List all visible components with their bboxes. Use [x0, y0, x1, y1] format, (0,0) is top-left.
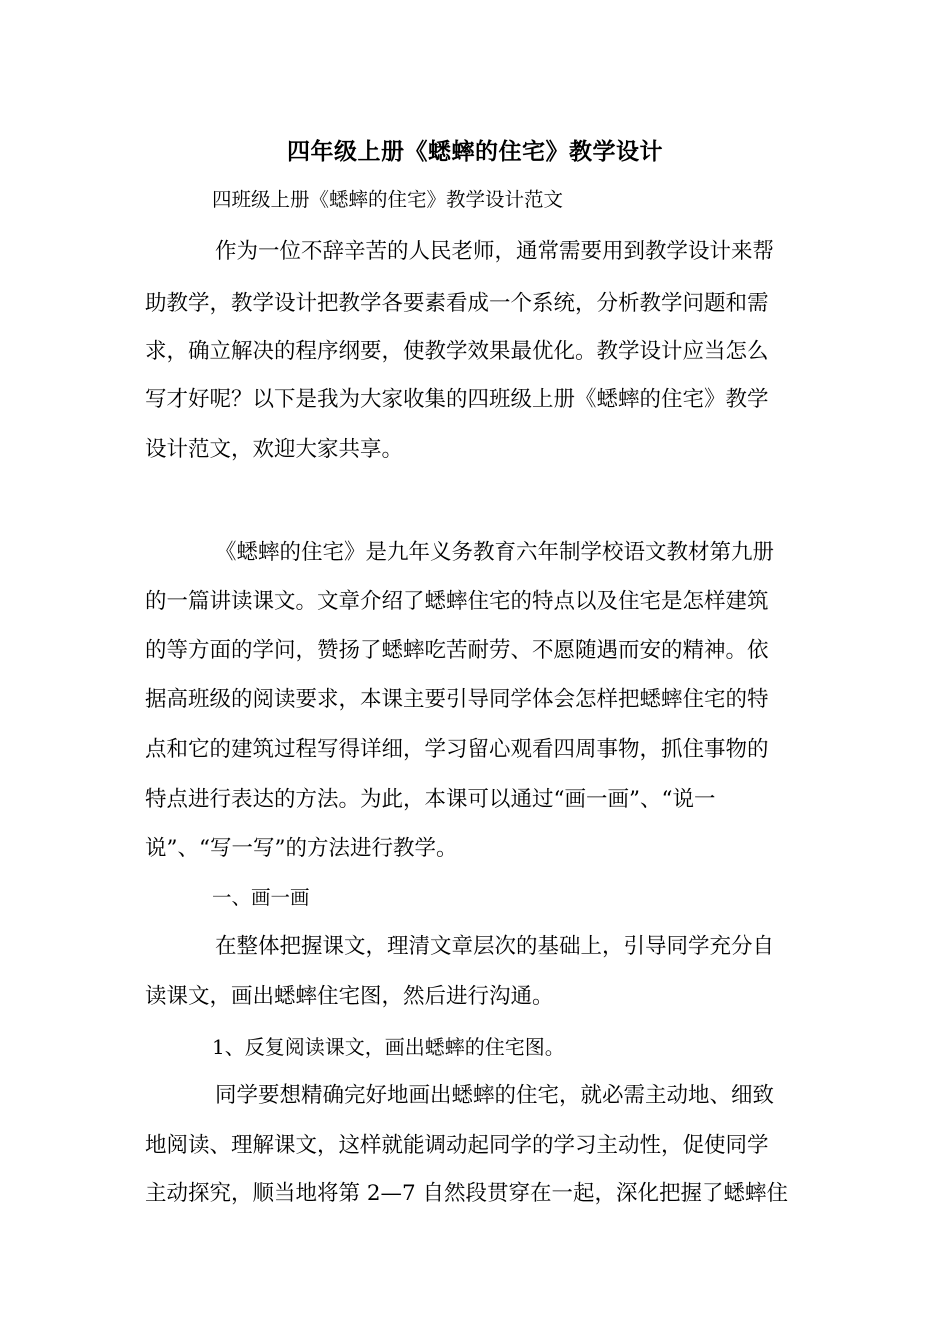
document-subtitle: 四班级上册《蟋蟀的住宅》教学设计范文: [212, 188, 564, 211]
paragraph-line: 读课文，画出蟋蟀住宅图，然后进行沟通。: [145, 984, 554, 1009]
paragraph-line: 作为一位不辞辛苦的人民老师，通常需要用到教学设计来帮: [215, 239, 775, 264]
paragraph-line: 特点进行表达的方法。为此，本课可以通过“画一画”、“说一: [145, 787, 716, 812]
paragraph-line: 的等方面的学问，赞扬了蟋蟀吃苦耐劳、不愿随遇而安的精神。依: [145, 638, 769, 663]
numbered-item: 1、反复阅读课文，画出蟋蟀的住宅图。: [212, 1035, 565, 1059]
paragraph-line: 主动探究，顺当地将第 2—7 自然段贯穿在一起，深化把握了蟋蟀住: [145, 1181, 789, 1206]
paragraph-line: 说”、“写一写”的方法进行教学。: [145, 836, 458, 861]
paragraph-line: 写才好呢？以下是我为大家收集的四班级上册《蟋蟀的住宅》教学: [145, 387, 769, 412]
section-heading: 一、画一画: [212, 886, 310, 909]
paragraph-line: 地阅读、理解课文，这样就能调动起同学的学习主动性，促使同学: [145, 1133, 769, 1158]
paragraph-line: 助教学，教学设计把教学各要素看成一个系统，分析教学问题和需: [145, 291, 769, 316]
paragraph-line: 《蟋蟀的住宅》是九年义务教育六年制学校语文教材第九册: [215, 540, 775, 565]
paragraph-line: 点和它的建筑过程写得详细，学习留心观看四周事物，抓住事物的: [145, 737, 769, 762]
paragraph-line: 的一篇讲读课文。文章介绍了蟋蟀住宅的特点以及住宅是怎样建筑: [145, 589, 769, 614]
paragraph-line: 同学要想精确完好地画出蟋蟀的住宅，就必需主动地、细致: [215, 1083, 775, 1108]
paragraph-line: 据高班级的阅读要求，本课主要引导同学体会怎样把蟋蟀住宅的特: [145, 687, 769, 712]
paragraph-line: 在整体把握课文，理清文章层次的基础上，引导同学充分自: [215, 934, 775, 959]
document-title: 四年级上册《蟋蟀的住宅》教学设计: [287, 138, 663, 165]
paragraph-line: 求，确立解决的程序纲要，使教学效果最优化。教学设计应当怎么: [145, 339, 769, 364]
paragraph-line: 设计范文，欢迎大家共享。: [145, 437, 404, 462]
